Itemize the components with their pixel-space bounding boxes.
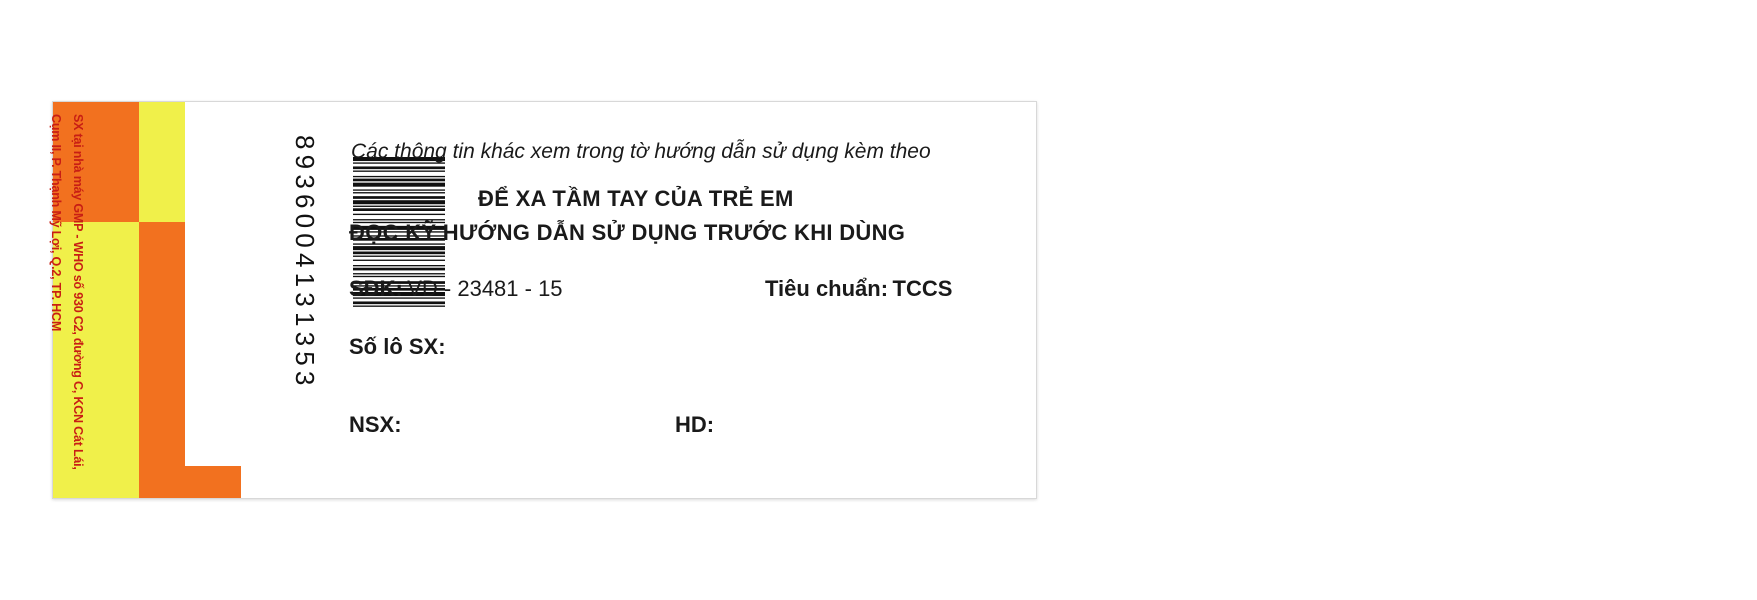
- barcode-bar: [353, 268, 445, 271]
- keep-away-warning: ĐỂ XA TẦM TAY CỦA TRẺ EM: [478, 186, 794, 211]
- barcode-bar: [353, 171, 445, 172]
- medicine-box-side: [49, 101, 1037, 499]
- barcode-bar: [353, 260, 445, 261]
- lot-label: Số lô SX:: [349, 334, 446, 359]
- barcode: [353, 157, 445, 449]
- expiry-date: [675, 412, 1667, 438]
- barcode-bar: [353, 179, 445, 182]
- lot-number: [349, 334, 1341, 360]
- standard: [765, 276, 1757, 302]
- manufacturer-address: [45, 102, 89, 482]
- sdk-label: SĐK:: [349, 276, 403, 301]
- barcode-number: 8936004131353: [290, 135, 320, 391]
- barcode-bar: [353, 208, 445, 211]
- barcode-area: [185, 102, 321, 466]
- barcode-bar: [353, 214, 445, 215]
- info-note: Các thông tin khác xem trong tờ hướng dẫn sử dụng kèm theo: [351, 140, 931, 163]
- sdk-value: VD - 23481 - 15: [407, 276, 563, 301]
- barcode-bar: [353, 246, 445, 250]
- barcode-bar: [353, 166, 445, 169]
- barcode-bar: [353, 192, 445, 193]
- barcode-bar: [353, 183, 445, 187]
- nsx-label: NSX:: [349, 412, 402, 437]
- address-line-2: Cụm II, P. Thạnh Mỹ Lợi, Q.2, TP. HCM: [49, 114, 63, 332]
- barcode-bar: [353, 256, 445, 257]
- barcode-bar: [353, 265, 445, 266]
- barcode-bar: [353, 200, 445, 204]
- barcode-bar: [353, 189, 445, 190]
- barcode-bar: [353, 306, 445, 307]
- standard-value: TCCS: [892, 276, 953, 301]
- barcode-bar: [353, 176, 445, 177]
- barcode-bar: [353, 206, 445, 207]
- barcode-bar: [353, 196, 445, 199]
- address-line-1: SX tại nhà máy GMP - WHO số 930 C2, đường C, KCN Cát Lái,: [71, 114, 85, 470]
- hd-label: HD:: [675, 412, 715, 437]
- barcode-bar: [353, 252, 445, 255]
- barcode-bar: [353, 273, 445, 274]
- read-instructions-warning: ĐỌC KỸ HƯỚNG DẪN SỬ DỤNG TRƯỚC KHI DÙNG: [349, 220, 906, 245]
- standard-label: Tiêu chuẩn:: [765, 276, 889, 301]
